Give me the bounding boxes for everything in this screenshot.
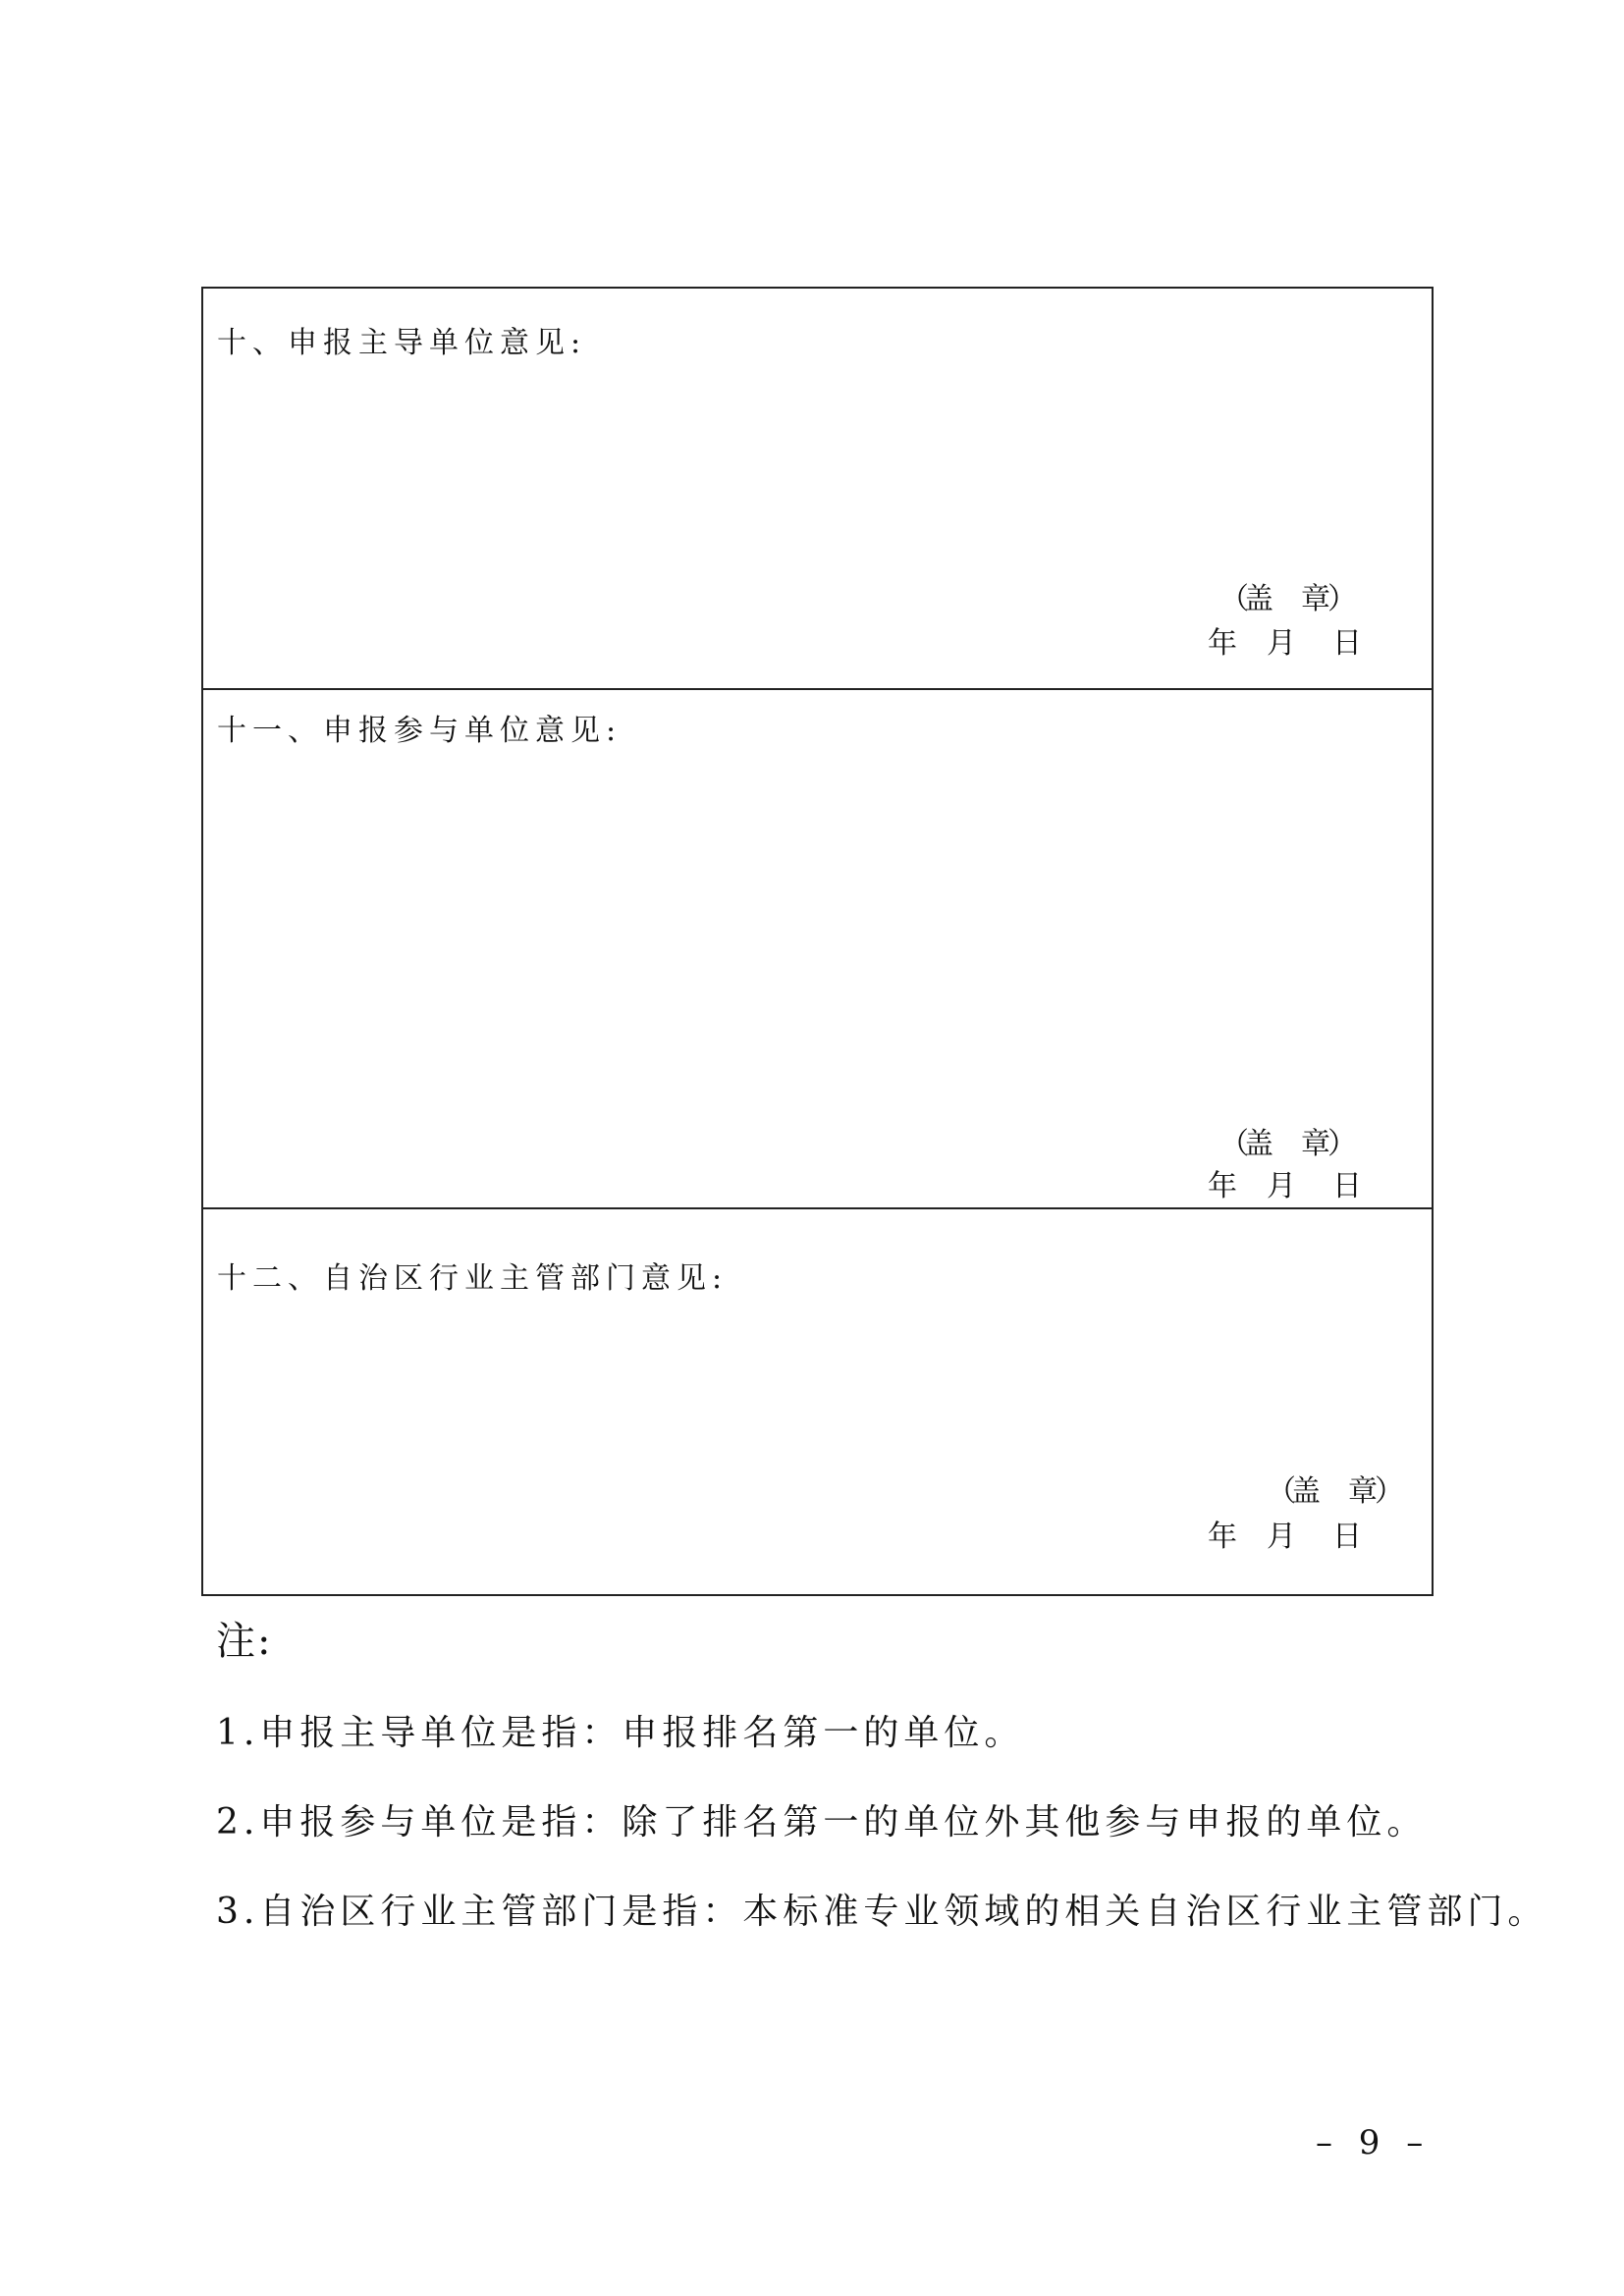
section-title: 十一、申报参与单位意见: (217, 714, 623, 748)
date-year: 年 (1208, 1169, 1237, 1203)
date-year: 年 (1208, 626, 1237, 661)
seal-char-gai: 盖 (1244, 1127, 1273, 1161)
note-item-2: 2.申报参与单位是指：除了排名第一的单位外其他参与申报的单位。 (216, 1802, 1428, 1842)
notes-title: 注: (216, 1619, 273, 1664)
participant-unit-opinion-section (203, 690, 1432, 1209)
date-month: 月 (1267, 1520, 1296, 1554)
seal-char-zhang: 章 (1301, 1127, 1330, 1161)
authority-opinion-section (203, 1209, 1432, 1594)
notes-block (216, 1610, 1548, 1973)
seal-close-paren: ） (1327, 582, 1357, 616)
seal-char-gai: 盖 (1244, 582, 1273, 616)
section-title: 十二、自治区行业主管部门意见: (217, 1261, 729, 1296)
date-year: 年 (1208, 1520, 1237, 1554)
page-number: – 9 – (1316, 2123, 1432, 2163)
seal-open-paren: （ (1219, 582, 1249, 616)
seal-open-paren: （ (1267, 1474, 1296, 1509)
section-title: 十、申报主导单位意见: (217, 326, 587, 360)
seal-char-zhang: 章 (1348, 1474, 1378, 1509)
seal-close-paren: ） (1327, 1127, 1357, 1161)
seal-close-paren: ） (1375, 1474, 1404, 1509)
note-item-3: 3.自治区行业主管部门是指：本标准专业领域的相关自治区行业主管部门。 (216, 1892, 1548, 1932)
opinion-form-table (201, 287, 1434, 1596)
date-month: 月 (1267, 626, 1296, 661)
note-item-1: 1.申报主导单位是指：申报排名第一的单位。 (216, 1713, 1025, 1753)
date-day: 日 (1332, 626, 1362, 661)
seal-char-gai: 盖 (1291, 1474, 1321, 1509)
seal-char-zhang: 章 (1301, 582, 1330, 616)
date-day: 日 (1332, 1520, 1362, 1554)
lead-unit-opinion-section (203, 289, 1432, 690)
date-day: 日 (1332, 1169, 1362, 1203)
seal-open-paren: （ (1219, 1127, 1249, 1161)
date-month: 月 (1267, 1169, 1296, 1203)
